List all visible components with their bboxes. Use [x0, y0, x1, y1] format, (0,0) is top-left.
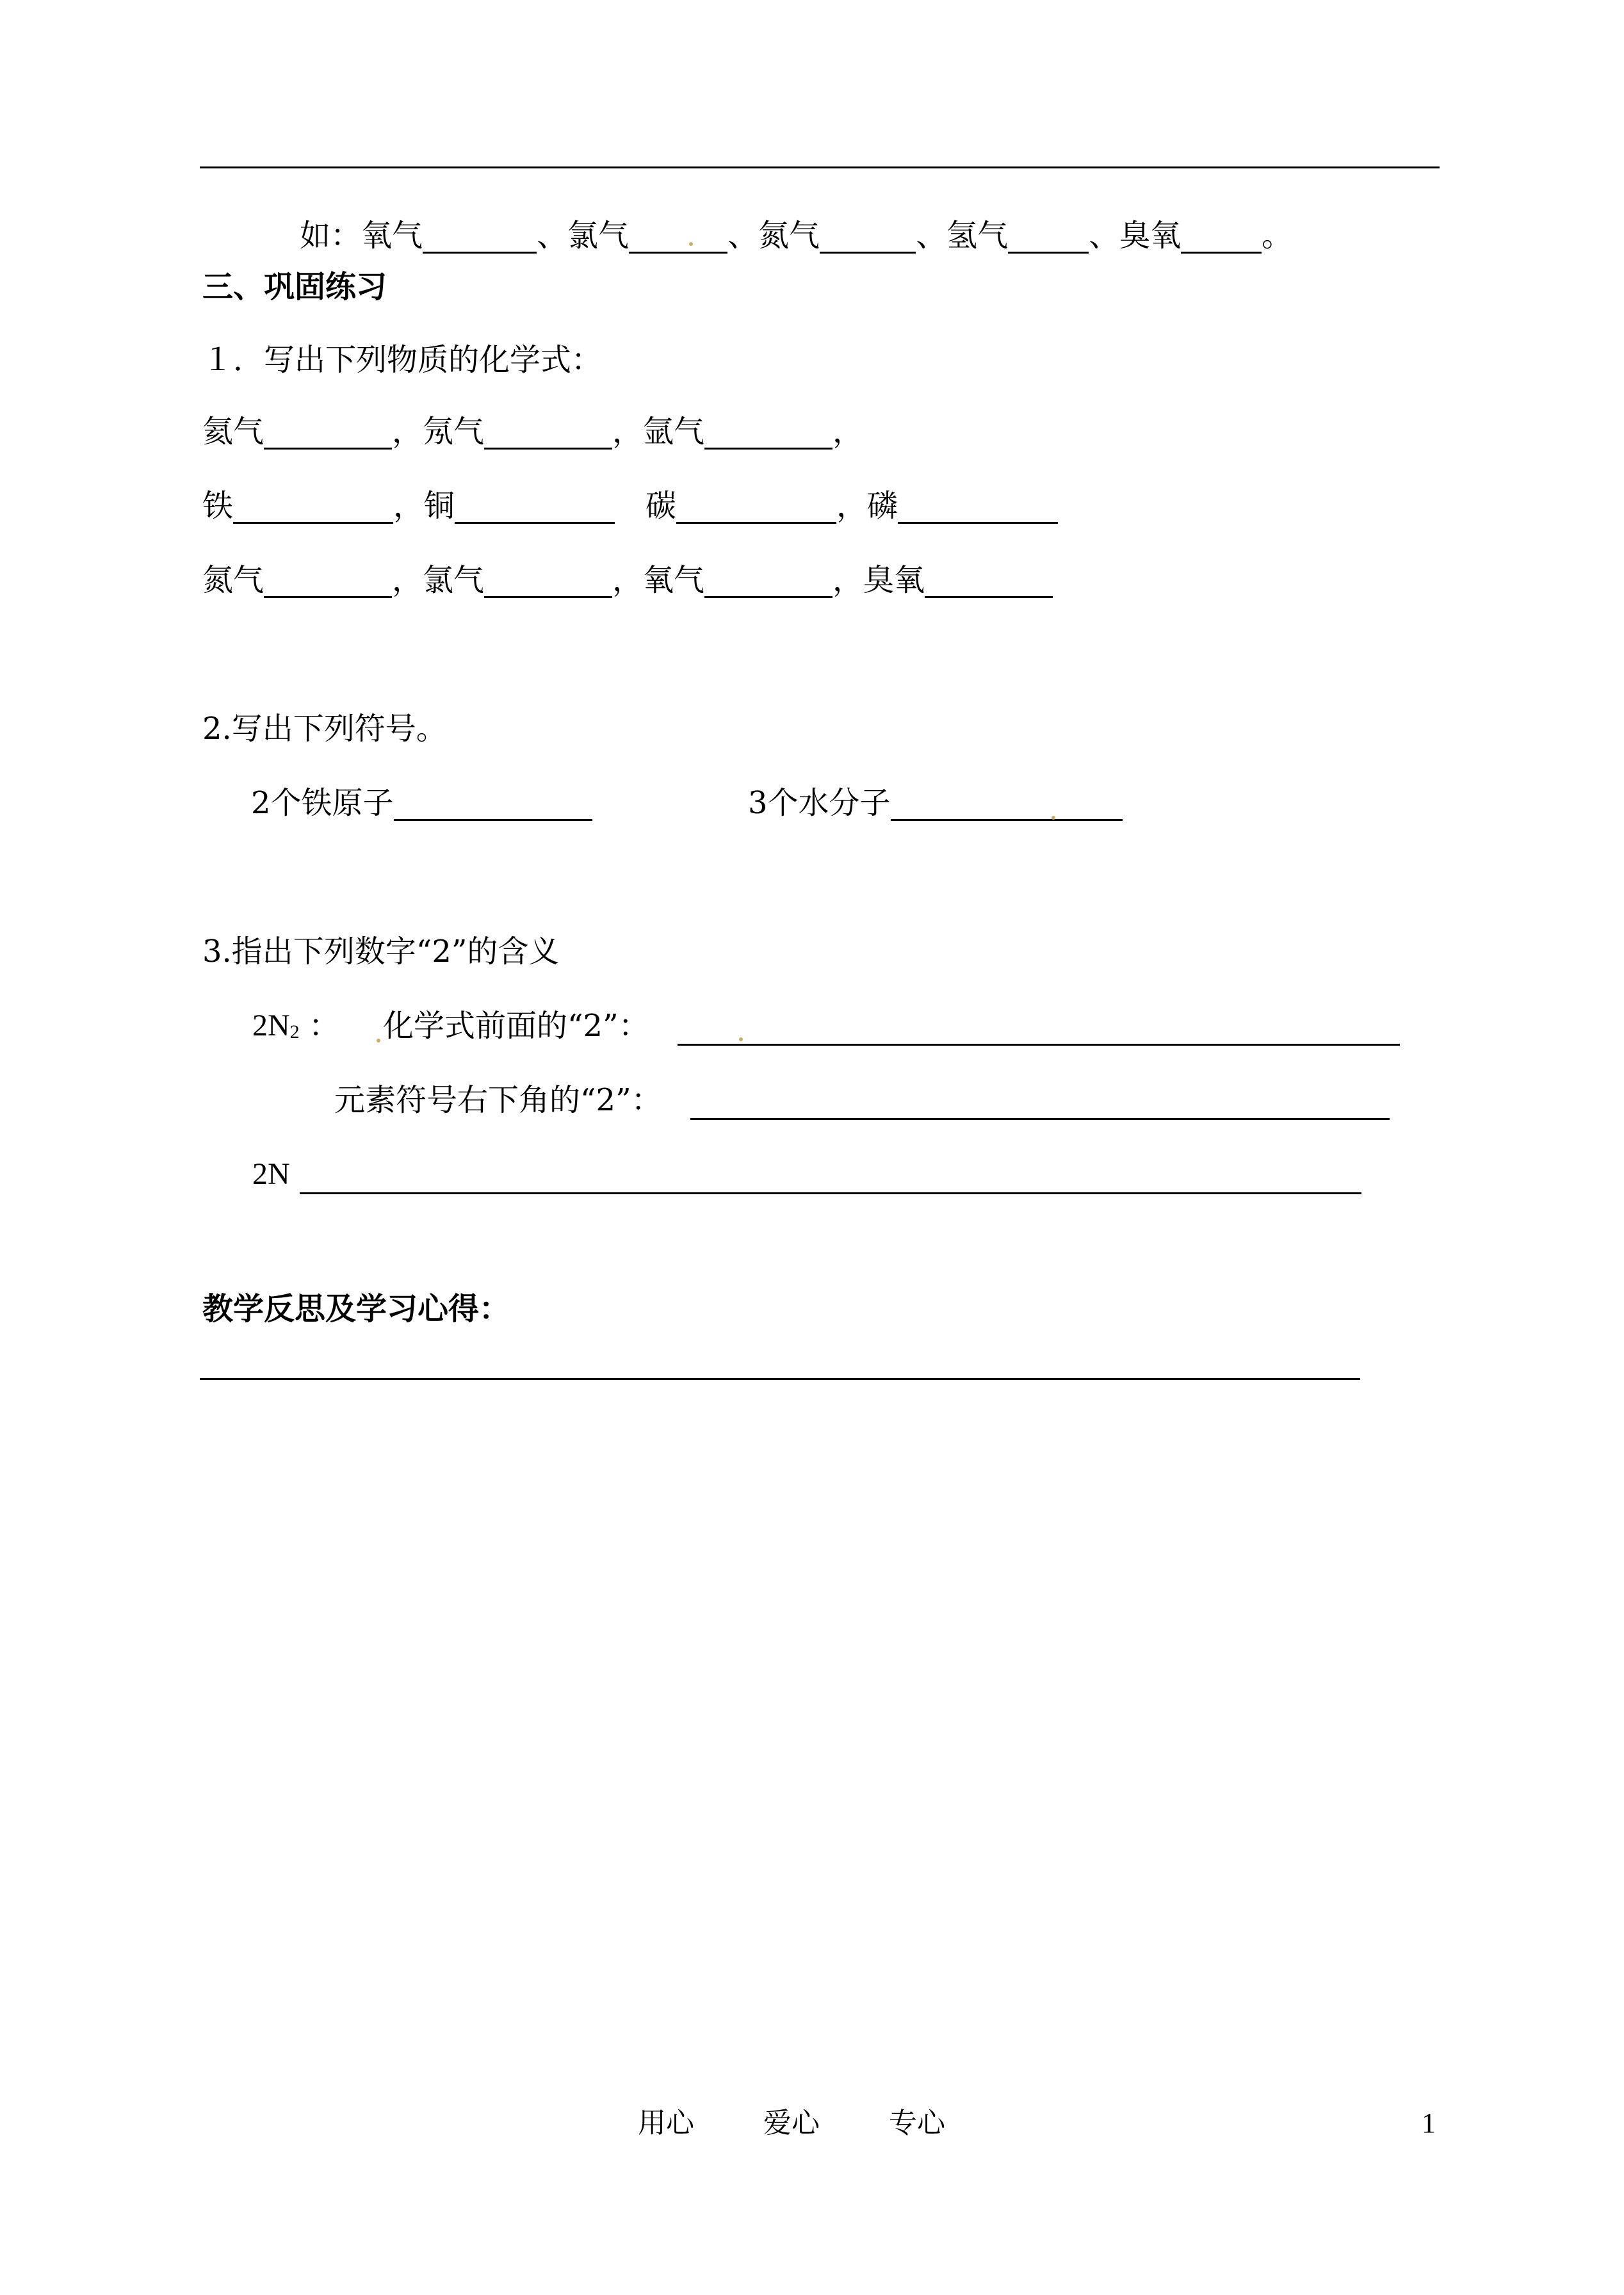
q1-row1-helium: 氦气 [202, 414, 264, 450]
blank-neon[interactable] [484, 418, 612, 450]
blank-carbon[interactable] [676, 492, 836, 524]
intro-line [300, 218, 1292, 254]
front-2-label: 化学式前面的“2”： [383, 1008, 649, 1044]
formula-1-main: 2N [252, 1009, 290, 1042]
formula-1-colon: ： [309, 1008, 340, 1044]
intro-item-nitrogen: 、氮气 [727, 218, 820, 254]
blank-hydrogen[interactable] [1008, 222, 1089, 254]
blank-argon[interactable] [704, 418, 832, 450]
footer-motto-1: 用心 [638, 2107, 694, 2139]
blank-nitrogen[interactable] [820, 222, 916, 254]
q3-formula-2: 2N [252, 1157, 290, 1191]
blank-ozone-2[interactable] [925, 567, 1053, 598]
intro-item-ozone: 、臭氧 [1089, 218, 1181, 254]
blank-copper[interactable] [455, 492, 615, 524]
q1-row3-ozone: ，臭氧 [832, 562, 925, 598]
q3-formula-1 [252, 1008, 300, 1050]
header-rule [200, 166, 1440, 168]
intro-end: 。 [1262, 218, 1293, 254]
reflection-answer-line[interactable] [200, 1378, 1360, 1380]
blank-oxygen[interactable] [423, 222, 537, 254]
blank-helium[interactable] [264, 418, 392, 450]
answer-line-2n[interactable] [300, 1192, 1361, 1194]
speck [1052, 816, 1055, 820]
q1-row3-nitrogen: 氮气 [202, 562, 264, 598]
blank-nitrogen-2[interactable] [264, 567, 392, 598]
q2-item-1 [251, 785, 592, 821]
intro-item-hydrogen: 、氢气 [916, 218, 1009, 254]
q2-title: 2.写出下列符号。 [202, 711, 447, 747]
intro-item-oxygen: 氧气 [361, 218, 423, 254]
q1-row3-chlorine: ，氯气 [392, 562, 485, 598]
blank-ozone[interactable] [1181, 222, 1262, 254]
blank-chlorine[interactable] [629, 222, 727, 254]
speck [377, 1039, 380, 1042]
footer-motto-3: 专心 [889, 2107, 945, 2139]
answer-line-front-2[interactable] [678, 1044, 1400, 1046]
q1-row1-argon: ，氩气 [612, 414, 705, 450]
blank-oxygen-2[interactable] [704, 567, 832, 598]
q1-row-2 [202, 488, 1058, 524]
q1-row3-oxygen: ，氧气 [612, 562, 705, 598]
formula-1-subscript: 2 [289, 1021, 300, 1042]
footer-motto-2: 爱心 [763, 2107, 820, 2139]
blank-iron[interactable] [233, 492, 393, 524]
q2-item1-label: 2个铁原子 [251, 785, 394, 821]
intro-prefix: 如： [300, 218, 362, 254]
section-title: 三、巩固练习 [202, 269, 387, 305]
q1-row2-carbon: 碳 [646, 488, 677, 524]
q1-title: １．写出下列物质的化学式： [202, 342, 603, 378]
q2-item-2 [748, 785, 1123, 821]
q1-row1-comma: ， [832, 414, 864, 450]
q1-row2-phosphorus: ，磷 [836, 488, 898, 524]
q1-row2-copper: ，铜 [393, 488, 455, 524]
q1-row-1 [202, 414, 863, 450]
page-number: 1 [1422, 2107, 1436, 2139]
answer-line-subscript-2[interactable] [690, 1118, 1390, 1120]
q1-row-3 [202, 562, 1053, 598]
blank-chlorine-2[interactable] [484, 567, 612, 598]
speck [739, 1037, 743, 1041]
q1-row1-neon: ，氖气 [392, 414, 485, 450]
q1-row2-iron: 铁 [202, 488, 234, 524]
reflection-title: 教学反思及学习心得： [202, 1291, 510, 1327]
speck [689, 242, 693, 246]
blank-water-molecules[interactable] [891, 790, 1123, 821]
q3-title: 3.指出下列数字“2”的含义 [202, 934, 560, 969]
blank-iron-atoms[interactable] [394, 790, 592, 821]
q2-item2-label: 3个水分子 [748, 785, 891, 821]
subscript-2-label: 元素符号右下角的“2”： [334, 1082, 662, 1118]
intro-item-chlorine: 、氯气 [537, 218, 629, 254]
blank-phosphorus[interactable] [898, 492, 1058, 524]
